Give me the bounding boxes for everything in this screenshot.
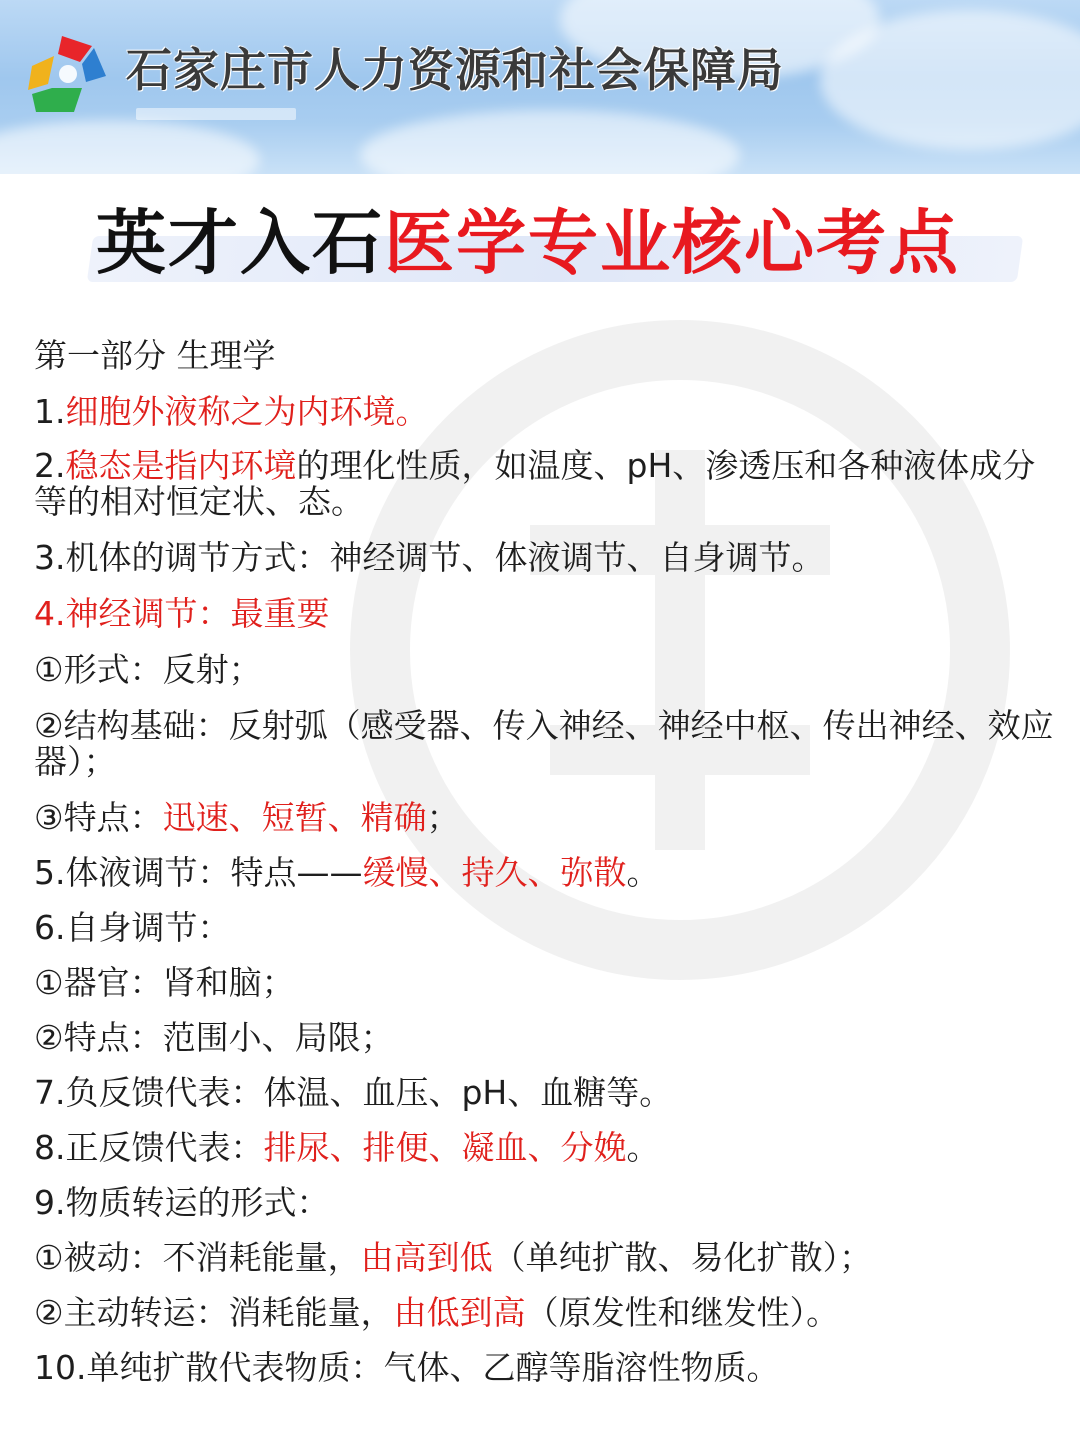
item-text: 。 [626,1128,660,1167]
highlight-text: 由低到高 [393,1293,526,1332]
list-item-4: 4.神经调节：最重要 [34,594,330,633]
page-title [80,198,1020,294]
item-text: ； [426,798,460,837]
highlight-text: 迅速、短暂、精确 [162,798,427,837]
list-item-10: 10.单纯扩散代表物质：气体、乙醇等脂溶性物质。 [34,1348,780,1387]
item-text: ①被动：不消耗能量， [34,1238,361,1277]
list-subitem-4a: ①形式：反射； [34,650,262,689]
item-text: 5.体液调节：特点—— [34,853,363,892]
title-part-black: 英才入石 [96,202,384,284]
item-text: 的理化性质，如温度、pH、渗透压和各种液体成分等的相对恒定状、态。 [34,446,1036,521]
highlight-text: 稳态是指内环境 [65,446,297,485]
list-subitem-9b [34,1295,839,1331]
list-item-3: 3.机体的调节方式：神经调节、体液调节、自身调节。 [34,538,825,577]
list-subitem-4b: ②结构基础：反射弧（感受器、传入神经、神经中枢、传出神经、效应器）； [34,706,1054,781]
item-text: （原发性和继发性）。 [525,1293,840,1332]
highlight-text: 由高到低 [360,1238,493,1277]
item-text: ③特点： [34,798,163,837]
list-item-7: 7.负反馈代表：体温、血压、pH、血糖等。 [34,1073,673,1112]
list-subitem-6b: ②特点：范围小、局限； [34,1018,394,1057]
list-item-5 [34,855,660,891]
title-text [96,198,960,288]
list-item-1 [34,394,429,430]
list-subitem-4c [34,800,460,836]
bureau-logo-icon [22,32,108,114]
item-text: （单纯扩散、易化扩散）； [492,1238,873,1277]
section-heading: 第一部分 生理学 [34,336,276,375]
organization-name: 石家庄市人力资源和社会保障局 [126,43,784,97]
list-subitem-9a [34,1240,872,1276]
item-text: 。 [626,853,660,892]
item-text: 8.正反馈代表： [34,1128,264,1167]
item-text: ②主动转运：消耗能量， [34,1293,394,1332]
list-item-9: 9.物质转运的形式： [34,1183,330,1222]
header-banner [0,0,1080,174]
list-item-6: 6.自身调节： [34,908,231,947]
highlight-text: 排尿、排便、凝血、分娩 [263,1128,627,1167]
banner-subline [136,108,296,120]
watermark-icon [330,300,1030,1000]
highlight-text: 缓慢、持久、弥散 [362,853,627,892]
highlight-text: 细胞外液称之为内环境。 [65,392,429,431]
title-part-red: 医学专业核心考点 [384,202,960,284]
item-number: 2. [34,446,66,485]
list-item-8 [34,1130,660,1166]
item-number: 1. [34,392,66,431]
list-subitem-6a: ①器官：肾和脑； [34,963,295,1002]
list-item-2 [34,448,1054,520]
